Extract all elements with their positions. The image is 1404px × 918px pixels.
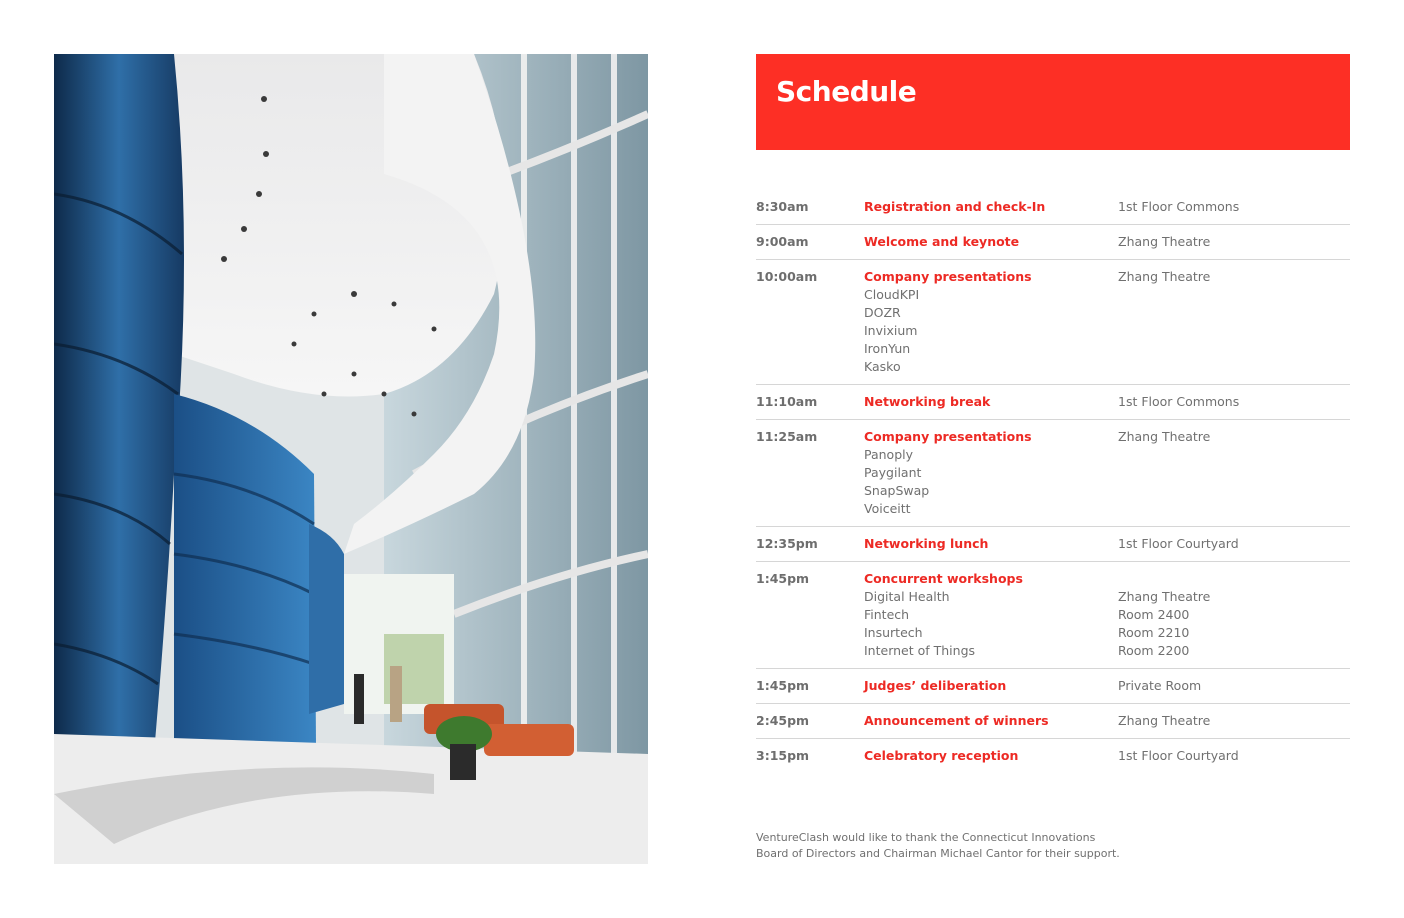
schedule-row [756, 190, 1350, 225]
schedule-header [756, 54, 1350, 150]
acknowledgement-note [756, 830, 1156, 861]
event-subitem: Fintech [864, 607, 910, 622]
time-label: 11:25am [756, 429, 818, 444]
subitem-location: Room 2400 [1118, 607, 1190, 622]
acknowledgement-line: VentureClash would like to thank the Connecticut Innovations [756, 831, 1096, 844]
location-cell [1118, 233, 1350, 251]
schedule-row [756, 385, 1350, 420]
event-subitem: Panoply [864, 447, 914, 462]
event-title: Company presentations [864, 269, 1032, 284]
event-subitem: DOZR [864, 305, 901, 320]
schedule-row [756, 260, 1350, 385]
event-cell [864, 677, 1118, 695]
time-label: 9:00am [756, 234, 809, 249]
schedule-table [756, 190, 1350, 773]
page-title: Schedule [776, 75, 917, 108]
event-title: Company presentations [864, 429, 1032, 444]
event-cell [864, 712, 1118, 730]
time-label: 3:15pm [756, 748, 810, 763]
schedule-row [756, 225, 1350, 260]
schedule-row [756, 527, 1350, 562]
event-subitem: IronYun [864, 341, 911, 356]
event-title: Announcement of winners [864, 713, 1049, 728]
time-label: 1:45pm [756, 678, 810, 693]
time-label: 10:00am [756, 269, 818, 284]
event-title: Networking lunch [864, 536, 989, 551]
location-label: Zhang Theatre [1118, 269, 1211, 284]
location-label: 1st Floor Courtyard [1118, 748, 1239, 763]
schedule-row [756, 420, 1350, 527]
subitem-location: Zhang Theatre [1118, 589, 1211, 604]
event-subitem: SnapSwap [864, 483, 930, 498]
location-label: 1st Floor Commons [1118, 394, 1240, 409]
event-cell [864, 268, 1118, 376]
event-title: Celebratory reception [864, 748, 1019, 763]
event-cell [864, 535, 1118, 553]
event-subitem: Digital Health [864, 589, 950, 604]
schedule-row [756, 739, 1350, 773]
time-label: 11:10am [756, 394, 818, 409]
schedule-row [756, 669, 1350, 704]
location-cell [1118, 198, 1350, 216]
location-cell [1118, 393, 1350, 411]
event-subitem: CloudKPI [864, 287, 920, 302]
event-title: Concurrent workshops [864, 571, 1023, 586]
event-cell [864, 233, 1118, 251]
acknowledgement-line: Board of Directors and Chairman Michael Cantor for their support. [756, 846, 1120, 860]
location-cell [1118, 570, 1350, 660]
event-title: Welcome and keynote [864, 234, 1020, 249]
time-label: 8:30am [756, 199, 809, 214]
event-subitem: Kasko [864, 359, 901, 374]
location-cell [1118, 428, 1350, 446]
event-subitem: Paygilant [864, 465, 922, 480]
event-title: Judges’ deliberation [864, 678, 1007, 693]
event-subitem: Insurtech [864, 625, 923, 640]
location-label: Zhang Theatre [1118, 234, 1211, 249]
event-cell [864, 393, 1118, 411]
event-cell [864, 570, 1118, 660]
event-title: Networking break [864, 394, 991, 409]
schedule-row [756, 562, 1350, 669]
event-cell [864, 747, 1118, 765]
event-subitem: Voiceitt [864, 501, 911, 516]
schedule-row [756, 704, 1350, 739]
location-label: Zhang Theatre [1118, 713, 1211, 728]
location-cell [1118, 677, 1350, 695]
location-cell [1118, 268, 1350, 286]
event-cell [864, 198, 1118, 216]
location-label: 1st Floor Commons [1118, 199, 1240, 214]
location-label: Private Room [1118, 678, 1202, 693]
time-label: 12:35pm [756, 536, 818, 551]
atrium-photo [54, 54, 648, 864]
time-label: 2:45pm [756, 713, 810, 728]
event-title: Registration and check-In [864, 199, 1046, 214]
event-subitem: Internet of Things [864, 643, 976, 658]
subitem-location: Room 2200 [1118, 643, 1190, 658]
subitem-location: Room 2210 [1118, 625, 1190, 640]
time-label: 1:45pm [756, 571, 810, 586]
event-subitem: Invixium [864, 323, 918, 338]
location-cell [1118, 712, 1350, 730]
event-cell [864, 428, 1118, 518]
location-cell [1118, 747, 1350, 765]
location-label: Zhang Theatre [1118, 429, 1211, 444]
location-cell [1118, 535, 1350, 553]
location-label: 1st Floor Courtyard [1118, 536, 1239, 551]
location-label [1118, 570, 1350, 588]
